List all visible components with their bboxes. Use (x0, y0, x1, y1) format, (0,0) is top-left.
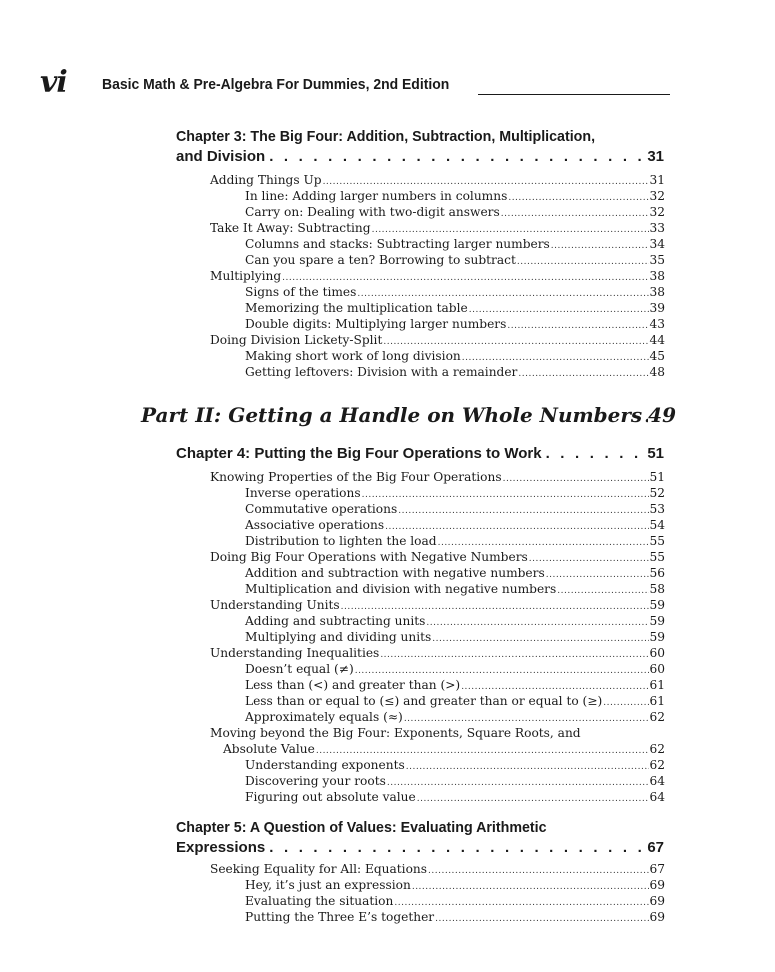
entry-title: Double digits: Multiplying larger numbers (245, 317, 507, 331)
toc-entry[interactable] (245, 252, 665, 268)
entry-title: Doesn’t equal (≠) (245, 662, 354, 676)
chapter-5-page: 67 (647, 839, 664, 856)
entry-page: 61 (649, 694, 665, 708)
dot-leader (416, 791, 650, 807)
entry-title: Doing Big Four Operations with Negative Numbers (210, 550, 528, 564)
toc-entry-continuation[interactable] (223, 741, 665, 757)
entry-title: Commutative operations (245, 502, 398, 516)
entry-page: 53 (649, 502, 665, 516)
chapter-3-title-tail: and Division (176, 148, 266, 165)
entry-title: Knowing Properties of the Big Four Operations (210, 470, 502, 484)
toc-entry[interactable] (245, 364, 665, 380)
entry-page: 31 (649, 173, 665, 187)
entry-title: Distribution to lighten the load (245, 534, 437, 548)
chapter-3-title-line-1: Chapter 3: The Big Four: Addition, Subtraction, Multiplication, (176, 128, 596, 145)
part-2-page: 49 (648, 403, 677, 427)
entry-page: 69 (649, 878, 665, 892)
entry-page: 59 (649, 630, 665, 644)
entry-page: 43 (649, 317, 665, 331)
toc-entry[interactable] (210, 549, 665, 565)
toc-entry[interactable] (210, 268, 665, 284)
entry-page: 44 (649, 333, 665, 347)
entry-title: Less than or equal to (≤) and greater than or equal to (≥) (245, 694, 603, 708)
entry-title: Absolute Value (223, 742, 315, 756)
running-header (40, 66, 670, 100)
part-2-title: Part II: Getting a Handle on Whole Numbers (141, 403, 643, 427)
toc-entry[interactable] (245, 909, 665, 925)
entry-title: Hey, it’s just an expression (245, 878, 411, 892)
toc-entry[interactable] (245, 300, 665, 316)
entry-title: Associative operations (245, 518, 385, 532)
entry-page: 61 (649, 678, 665, 692)
entry-page: 62 (649, 742, 665, 756)
toc-entry[interactable] (245, 613, 665, 629)
entry-page: 34 (649, 237, 665, 251)
entry-title: Seeking Equality for All: Equations (210, 862, 428, 876)
chapter-5-title-tail: Expressions (176, 839, 266, 856)
entry-title: Discovering your roots (245, 774, 386, 788)
part-2-heading[interactable] (141, 401, 677, 429)
entry-title: In line: Adding larger numbers in columns (245, 189, 508, 203)
toc-entry[interactable] (245, 316, 665, 332)
entry-page: 48 (649, 365, 665, 379)
entry-page: 51 (649, 470, 665, 484)
toc-entry[interactable] (245, 581, 665, 597)
entry-title: Doing Division Lickety-Split (210, 333, 383, 347)
toc-entry[interactable] (210, 861, 665, 877)
entry-title: Can you spare a ten? Borrowing to subtract (245, 253, 516, 267)
toc-entry[interactable] (245, 629, 665, 645)
chapter-4-entries (0, 469, 775, 805)
toc-entry[interactable] (210, 469, 665, 485)
entry-title: Understanding exponents (245, 758, 405, 772)
toc-entry[interactable] (245, 188, 665, 204)
dot-leader (517, 366, 649, 382)
chapter-4-title: Chapter 4: Putting the Big Four Operations to Work (176, 445, 542, 462)
chapter-5-title-line-2 (176, 838, 664, 858)
toc-entry[interactable] (245, 661, 665, 677)
entry-title: Understanding Units (210, 598, 340, 612)
header-rule (478, 94, 670, 95)
toc-entry[interactable] (245, 789, 665, 805)
entry-title: Addition and subtraction with negative numbers (245, 566, 545, 580)
dot-leader (434, 911, 649, 927)
entry-page: 60 (649, 646, 665, 660)
entry-title: Evaluating the situation (245, 894, 394, 908)
entry-title: Carry on: Dealing with two-digit answers (245, 205, 500, 219)
toc-entry[interactable] (245, 284, 665, 300)
entry-title: Multiplying (210, 269, 282, 283)
entry-title: Inverse operations (245, 486, 361, 500)
dot-leader (265, 838, 647, 858)
toc-entry[interactable] (245, 893, 665, 909)
entry-page: 52 (649, 486, 665, 500)
page-folio: vi (40, 65, 67, 100)
dot-leader (542, 444, 648, 464)
chapter-3-entries (0, 172, 775, 380)
toc-entry[interactable] (245, 709, 665, 725)
toc-entry[interactable] (245, 517, 665, 533)
entry-page: 45 (649, 349, 665, 363)
entry-title: Approximately equals (≈) (245, 710, 403, 724)
entry-page: 64 (649, 790, 665, 804)
entry-page: 32 (649, 205, 665, 219)
toc-entry[interactable] (210, 220, 665, 236)
entry-page: 33 (649, 221, 665, 235)
chapter-5-title-line-1: Chapter 5: A Question of Values: Evaluating Arithmetic (176, 819, 547, 836)
entry-title: Multiplication and division with negative numbers (245, 582, 557, 596)
toc-entry[interactable] (210, 725, 665, 741)
toc-entry[interactable] (245, 501, 665, 517)
chapter-5-entries (0, 861, 775, 925)
dot-leader (265, 147, 647, 167)
chapter-3-heading[interactable] (176, 127, 664, 167)
entry-page: 69 (649, 910, 665, 924)
entry-title: Signs of the times (245, 285, 357, 299)
entry-page: 60 (649, 662, 665, 676)
toc-entry[interactable] (245, 236, 665, 252)
entry-title: Figuring out absolute value (245, 790, 416, 804)
chapter-5-heading[interactable] (176, 818, 664, 858)
entry-page: 59 (649, 598, 665, 612)
toc-entry[interactable] (210, 172, 665, 188)
entry-title: Multiplying and dividing units (245, 630, 432, 644)
entry-page: 39 (649, 301, 665, 315)
chapter-3-page: 31 (647, 148, 664, 165)
toc-entry[interactable] (245, 693, 665, 709)
entry-page: 62 (649, 758, 665, 772)
toc-entry[interactable] (210, 332, 665, 348)
entry-page: 35 (649, 253, 665, 267)
entry-title: Take It Away: Subtracting (210, 221, 371, 235)
chapter-4-page: 51 (647, 445, 664, 462)
entry-page: 67 (649, 862, 665, 876)
entry-title: Moving beyond the Big Four: Exponents, Square Roots, and (210, 726, 581, 740)
toc-entry[interactable] (245, 877, 665, 893)
entry-page: 38 (649, 285, 665, 299)
toc-entry[interactable] (210, 597, 665, 613)
toc-entry[interactable] (245, 485, 665, 501)
toc-entry[interactable] (245, 533, 665, 549)
entry-page: 59 (649, 614, 665, 628)
entry-page: 56 (649, 566, 665, 580)
entry-title: Less than (<) and greater than (>) (245, 678, 461, 692)
entry-title: Getting leftovers: Division with a remainder (245, 365, 518, 379)
entry-page: 55 (649, 550, 665, 564)
entry-title: Memorizing the multiplication table (245, 301, 468, 315)
entry-page: 55 (649, 534, 665, 548)
toc-entry[interactable] (245, 757, 665, 773)
toc-entry[interactable] (245, 204, 665, 220)
toc-entry[interactable] (245, 348, 665, 364)
entry-page: 64 (649, 774, 665, 788)
book-title: Basic Math & Pre-Algebra For Dummies, 2nd Edition (102, 76, 450, 93)
entry-title: Adding and subtracting units (245, 614, 426, 628)
entry-page: 38 (649, 269, 665, 283)
entry-page: 62 (649, 710, 665, 724)
entry-title: Columns and stacks: Subtracting larger numbers (245, 237, 550, 251)
entry-title: Putting the Three E’s together (245, 910, 435, 924)
entry-title: Adding Things Up (210, 173, 322, 187)
toc-entry[interactable] (245, 677, 665, 693)
chapter-3-title-line-2 (176, 147, 664, 167)
toc-entry[interactable] (245, 773, 665, 789)
chapter-4-title-line (176, 444, 664, 464)
entry-page: 54 (649, 518, 665, 532)
entry-page: 69 (649, 894, 665, 908)
entry-page: 58 (649, 582, 665, 596)
toc-entry[interactable] (210, 645, 665, 661)
chapter-4-heading[interactable] (176, 444, 664, 464)
entry-title: Making short work of long division (245, 349, 461, 363)
entry-page: 32 (649, 189, 665, 203)
entry-title: Understanding Inequalities (210, 646, 380, 660)
toc-entry[interactable] (245, 565, 665, 581)
